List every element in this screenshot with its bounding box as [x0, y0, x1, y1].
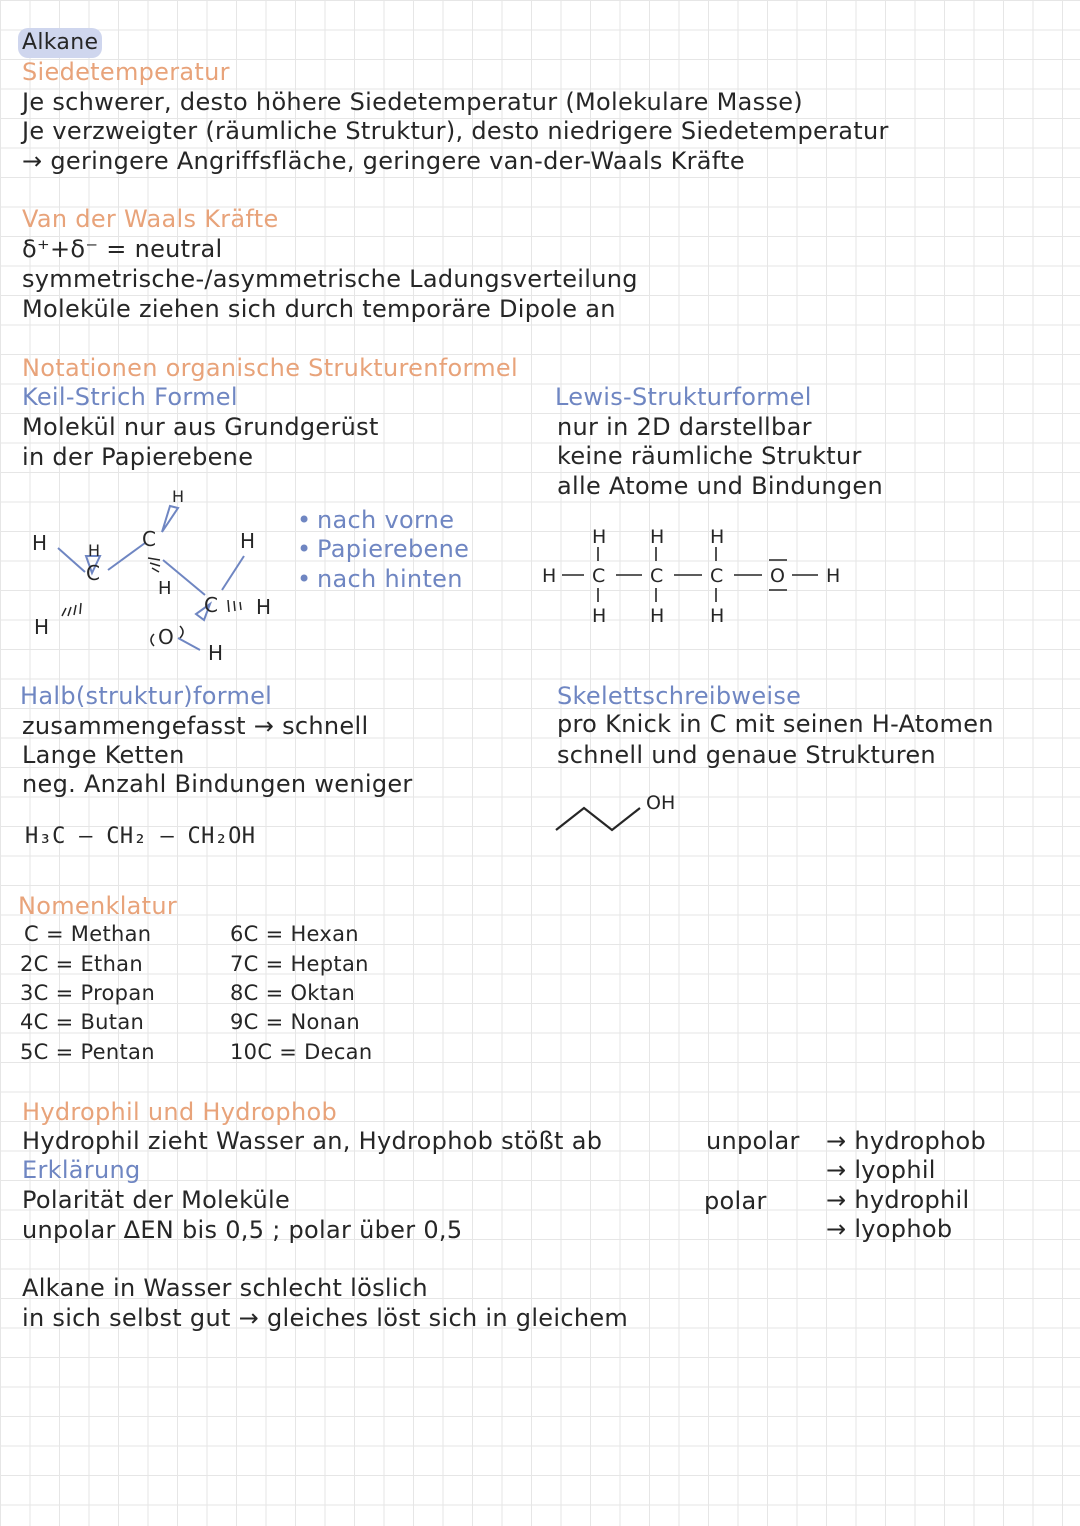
- keil-atom: H: [88, 541, 101, 560]
- nomen-item: 8C = Oktan: [230, 981, 356, 1005]
- hydro-line: Hydrophil zieht Wasser an, Hydrophob stößt ab: [22, 1127, 603, 1155]
- siede-line: Je schwerer, desto höhere Siedetemperatur (Molekulare Masse): [22, 88, 803, 116]
- keil-heading: Keil-Strich Formel: [22, 383, 238, 411]
- lewis-line: nur in 2D darstellbar: [557, 413, 812, 441]
- nomen-item: 5C = Pentan: [20, 1040, 155, 1064]
- vdw-heading: Van der Waals Kräfte: [22, 205, 279, 233]
- hydro-result: → lyophob: [826, 1215, 953, 1243]
- lewis-atom: H: [826, 565, 841, 587]
- siede-line: → geringere Angriffsfläche, geringere van-der-Waals Kräfte: [22, 147, 745, 175]
- lewis-heading: Lewis-Strukturformel: [555, 383, 812, 411]
- keil-atom: H: [172, 487, 185, 506]
- halb-line: zusammengefasst → schnell: [22, 712, 369, 740]
- skelett-heading: Skelettschreibweise: [557, 682, 802, 710]
- keil-legend-item: • nach vorne: [317, 505, 454, 535]
- skelett-oh: OH: [646, 792, 676, 814]
- vdw-line: Moleküle ziehen sich durch temporäre Dipole an: [22, 295, 616, 323]
- nomen-item: C = Methan: [24, 922, 152, 946]
- halb-line: neg. Anzahl Bindungen weniger: [22, 770, 413, 798]
- keil-atom: C: [204, 593, 218, 617]
- keil-atom: H: [34, 615, 50, 639]
- skelett-line: pro Knick in C mit seinen H-Atomen: [557, 710, 994, 738]
- lewis-atom: H: [710, 526, 725, 548]
- lewis-atom: H: [542, 565, 557, 587]
- hydro-result: → lyophil: [826, 1156, 936, 1184]
- vdw-line: symmetrische-/asymmetrische Ladungsverteilung: [22, 265, 638, 293]
- nomen-item: 2C = Ethan: [20, 952, 143, 976]
- keil-atom: H: [256, 595, 272, 619]
- vdw-line: δ⁺+δ⁻ = neutral: [22, 235, 223, 263]
- keil-legend-item: • nach hinten: [317, 564, 463, 594]
- lewis-atom: H: [592, 526, 607, 548]
- lewis-line: alle Atome und Bindungen: [557, 472, 883, 500]
- keil-line: in der Papierebene: [22, 443, 254, 471]
- keil-atom: C: [142, 527, 156, 551]
- keil-atom: H: [32, 531, 48, 555]
- nomen-item: 7C = Heptan: [230, 952, 369, 976]
- erklaerung-line: Polarität der Moleküle: [22, 1186, 291, 1214]
- keil-legend-item: • Papierebene: [317, 534, 469, 564]
- lewis-atom: C: [710, 565, 724, 587]
- lewis-atom: O: [770, 565, 785, 587]
- erklaerung-line: unpolar ΔEN bis 0,5 ; polar über 0,5: [22, 1216, 463, 1244]
- nomen-item: 3C = Propan: [20, 981, 156, 1005]
- skelett-line: schnell und genaue Strukturen: [557, 741, 936, 769]
- lewis-atom: H: [650, 526, 665, 548]
- nomen-item: 10C = Decan: [230, 1040, 373, 1064]
- keil-atom: H: [208, 641, 224, 665]
- hydro-heading: Hydrophil und Hydrophob: [22, 1098, 337, 1126]
- keil-atom: C: [86, 561, 100, 585]
- lewis-atom: C: [592, 565, 606, 587]
- keil-atom: H: [158, 578, 172, 599]
- polar-label: polar: [704, 1187, 767, 1215]
- halb-formula: H₃C — CH₂ — CH₂OH: [25, 824, 256, 849]
- halb-heading: Halb(struktur)formel: [20, 682, 273, 710]
- lewis-line: keine räumliche Struktur: [557, 442, 862, 470]
- nomen-item: 4C = Butan: [20, 1010, 145, 1034]
- nomen-item: 6C = Hexan: [230, 922, 359, 946]
- loes-line: in sich selbst gut → gleiches löst sich in gleichem: [22, 1304, 629, 1332]
- siede-heading: Siedetemperatur: [22, 58, 230, 86]
- hydro-result: → hydrophob: [826, 1127, 987, 1155]
- nomen-item: 9C = Nonan: [230, 1010, 361, 1034]
- lewis-atom: H: [592, 605, 607, 627]
- notation-heading: Notationen organische Strukturenformel: [22, 354, 518, 382]
- keil-line: Molekül nur aus Grundgerüst: [22, 413, 379, 441]
- keil-atom: O: [158, 625, 174, 649]
- keil-atom: H: [240, 529, 256, 553]
- unpolar-label: unpolar: [706, 1127, 800, 1155]
- page-title: Alkane: [18, 28, 102, 58]
- lewis-atom: H: [650, 605, 665, 627]
- lewis-atom: H: [710, 605, 725, 627]
- erklaerung-heading: Erklärung: [22, 1156, 141, 1184]
- lewis-atom: C: [650, 565, 664, 587]
- halb-line: Lange Ketten: [22, 741, 185, 769]
- siede-line: Je verzweigter (räumliche Struktur), desto niedrigere Siedetemperatur: [22, 117, 889, 145]
- nomen-heading: Nomenklatur: [18, 892, 178, 920]
- hydro-result: → hydrophil: [826, 1186, 970, 1214]
- loes-line: Alkane in Wasser schlecht löslich: [22, 1274, 428, 1302]
